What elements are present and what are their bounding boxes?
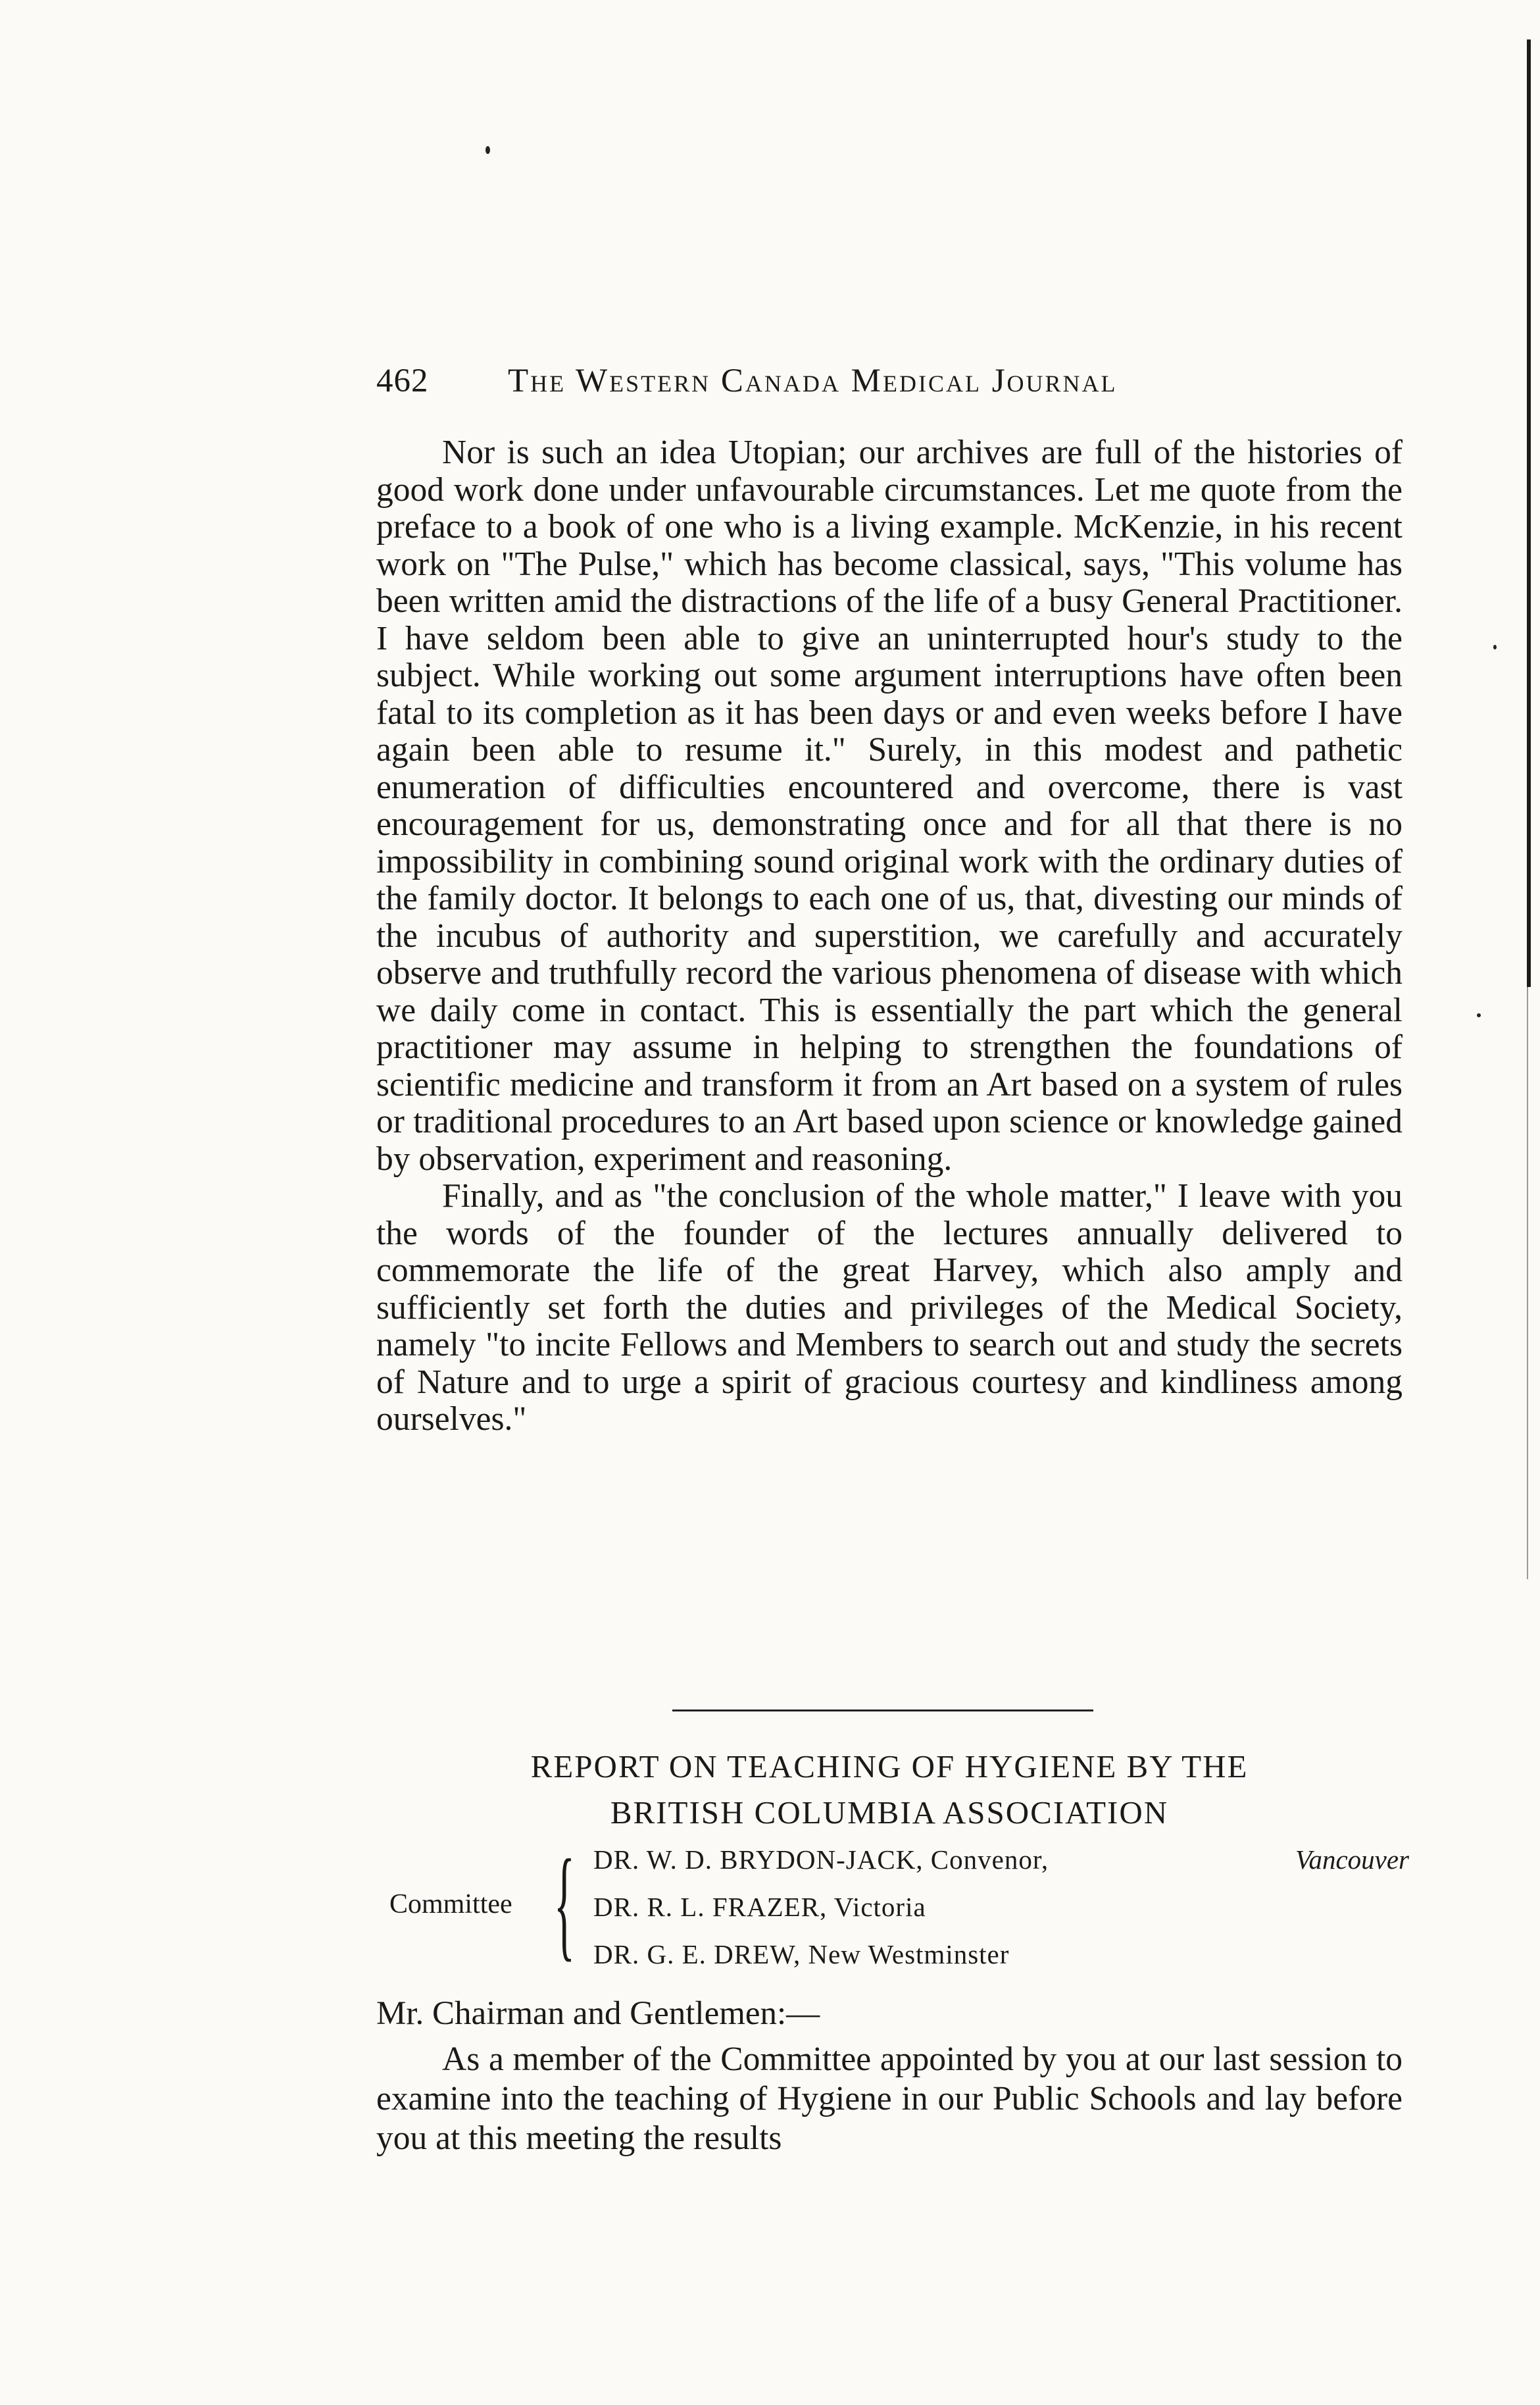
committee-block xyxy=(376,1836,1409,1987)
paragraph: As a member of the Committee appointed by you at our last session to examine into the teaching of Hygiene in our Public Schools and lay before you at this meeting the results xyxy=(376,2040,1403,2157)
page-header xyxy=(376,362,1409,408)
running-title: The Western Canada Medical Journal xyxy=(508,363,1118,399)
paragraph: Finally, and as "the conclusion of the whole matter," I leave with you the words of the founder of the lectures annually delivered to commemorate the life of the great Harvey, which also amply and sufficiently set forth the duties and privileges of the Medical Society, namely "to incite Fellows and Members to search out and study the secrets of Nature and to urge a spirit of gracious courtesy and kindliness among ourselves." xyxy=(376,1177,1403,1438)
scan-edge-mark-faint xyxy=(1527,987,1528,1579)
committee-member: DR. G. E. DREW, New Westminster xyxy=(593,1939,1010,1969)
committee-member: DR. W. D. BRYDON-JACK, Convenor, xyxy=(593,1844,1049,1875)
salutation: Mr. Chairman and Gentlemen:— xyxy=(376,1995,820,2032)
report-title-line: BRITISH COLUMBIA ASSOCIATION xyxy=(610,1794,1169,1831)
committee-members xyxy=(593,1836,1409,1978)
section-divider xyxy=(672,1709,1093,1711)
brace-icon: { xyxy=(554,1835,575,1973)
convenor-city: Vancouver xyxy=(1295,1844,1409,1875)
scan-edge-mark xyxy=(1527,39,1531,987)
paragraph: Nor is such an idea Utopian; our archives are full of the histories of good work done under unfavourable circumstances. Let me quote from the preface to a book of one who is a living example. McKenzie, in his recent work on "The Pulse," which has become classical, says, "This volume has been written amid the distractions of the life of a busy General Practitioner. I have seldom been able to give an uninterrupted hour's study to the subject. While working out some argument interruptions have often been fatal to its completion as it has been days or and even weeks before I have again been able to resume it." Surely, in this modest and pathetic enumeration of difficulties encountered and overcome, there is vast encouragement for us, demonstrating once and for all that there is no impossibility in combining sound original work with the ordinary duties of the family doctor. It belongs to each one of us, that, divesting our minds of the incubus of authority and superstition, we carefully and accurately observe and truthfully record the various phenomena of disease with which we daily come in contact. This is essentially the part which the general practitioner may assume in helping to strengthen the foundations of scientific medicine and transform it from an Art based on a system of rules or traditional procedures to an Art based upon science or knowledge gained by observation, experiment and reasoning. xyxy=(376,434,1403,1178)
report-body xyxy=(376,2040,1403,2158)
article-body xyxy=(376,434,1403,1438)
committee-label: Committee xyxy=(389,1889,512,1919)
report-title-line: REPORT ON TEACHING OF HYGIENE BY THE xyxy=(530,1748,1249,1785)
scan-speck xyxy=(1477,1013,1481,1017)
scan-speck xyxy=(485,146,490,154)
page-number: 462 xyxy=(376,363,429,399)
committee-member: DR. R. L. FRAZER, Victoria xyxy=(593,1892,926,1922)
scan-speck xyxy=(1493,645,1497,649)
report-title xyxy=(376,1744,1403,1836)
